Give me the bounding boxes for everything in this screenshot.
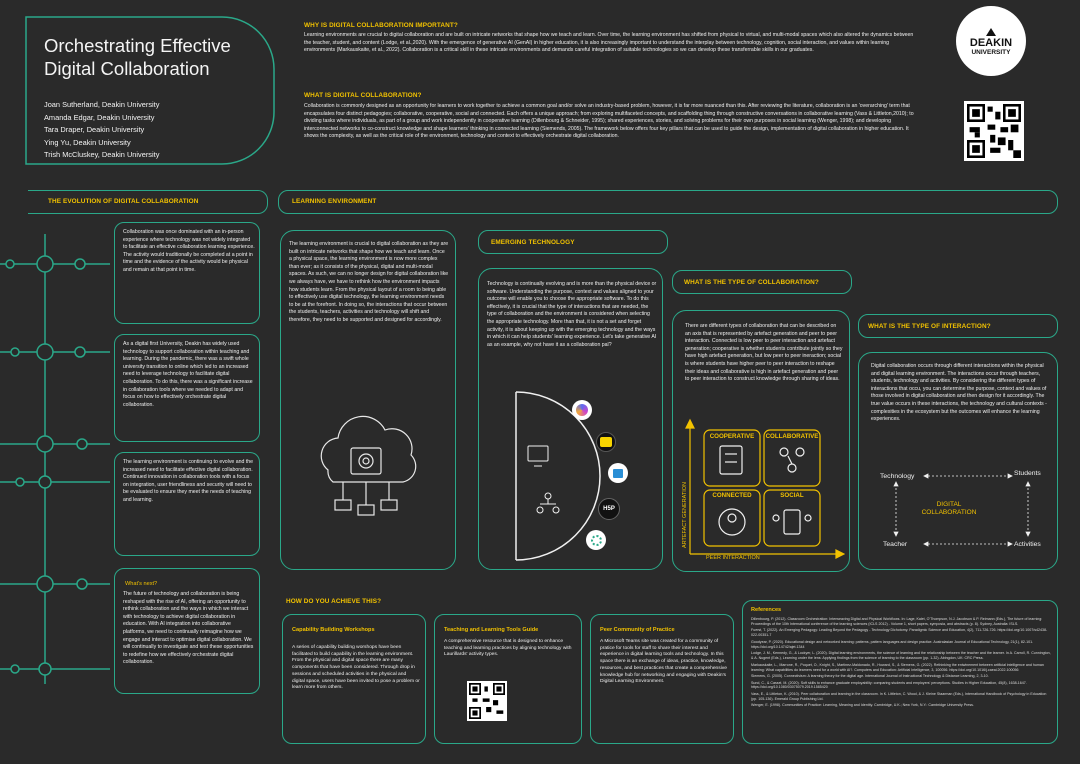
y-axis-label: ARTEFACT GENERATION [682, 482, 688, 549]
achieve-card-body: A comprehensive resource that is designed to enhance teaching and learning practices by aligning technology with Laurillards' activity types. [444, 639, 572, 658]
emerging-heading: EMERGING TECHNOLOGY [491, 239, 575, 246]
reference-item: Lodge, J. M., Kennedy, G., & Lockyer, L. (2020). Digital learning environments, the science of learning and the relationship between the teacher and the learner. In A. Carroll, R. Cunnington, & A. Nugent (Eds.), Learning under the lens: Applying findings from the science of learning to the classroom (pp. 1-32). Abingdon, UK: CRC Press. [751, 651, 1051, 661]
reference-item: Sund, C., & Cassel, M. (2020). Soft skills to enhance graduate employability: comparing students and employers' perceptions. Studies in Higher Education, 45(8), 1638-1647. https://doi.org/10.1080/03075079.2019.1585420 [751, 680, 1027, 690]
gear-icon [591, 535, 602, 546]
achieve-card-title: Peer Community of Practice [600, 627, 675, 633]
qr-code[interactable] [964, 101, 1024, 161]
evolution-card [114, 452, 260, 556]
interaction-arrows [876, 472, 1056, 552]
evolution-text: The learning environment is continuing to evolve and the increased need to facilitate effective digital collaboration. Continued innovation in collaboration tools with a focus on integration, user friendliness and security will need to be evaluated to ensure they meet the needs of teaching and learning. [123, 459, 254, 503]
author: Trish McCluskey, Deakin University [44, 150, 160, 160]
reference-item: Goodyear, P. (2020). Educational design and networked learning: patterns, pattern languages and design practice. Australasian Journal of Educational Technology, 21(1), 82-101. https://doi.org/10.14742/ajet.1344 [751, 639, 1034, 649]
reference-item: Fuerst, T. (2022). An Emerging Pedagogy: Leading Beyond the Pedagogy - Technology Dichotomy. Paradigmic Science and Education, 4(2), 711-726-726. https://doi.org/10.1007/s42438-022-00351-7 [751, 628, 1048, 638]
qr-code-icon [967, 104, 1021, 158]
achieve-card [282, 614, 426, 744]
what-body: Collaboration is commonly designed as an opportunity for learners to work together to achieve a common goal and/or solve an industry-based problem, however, it is far more nuanced than this. After reviewing the literature, collaboration is an 'overarching' term that encapsulates four distinct pedagogies; collaborative, cooperative, social and connected. Each offers a unique approach; from exploring multifaceted concepts, and scaffolding thing through constructive conversations in collaborative learning (Vass & Littleton,2010); to dividing tasks where individuals, as part of a group and work independently in cooperative learning (Dillenbourg & Schneider, 1995); shared experiences, stories, and solving problems for their own purposes in social learning (Wenger, 1998); and developing interconnected networks to co-construct knowledge and shape learners' thinking in connected learning (Siemends, 2005). The framework below offers four key pillars that can be used to guide the design, implementation of digital collaboration in higher education. It shows the complexity, as well as the critical role of the environment, technology and context to effectively orchestrate digital collaboration. [304, 103, 914, 139]
author: Amanda Edgar, Deakin University [44, 112, 155, 122]
poster-title: Orchestrating Effective Digital Collaboration [44, 35, 231, 79]
achieve-card-title: Teaching and Learning Tools Guide [444, 627, 539, 633]
evolution-text: As a digital first University, Deakin has widely used technology to support collaboration within teaching and learning. During the pandemic, there was a swift whole university transition to online which led to an increased need to leverage technology to facilitate digital collaboration. To do this, there was a significant increase in collaboration tools where we needed to adapt and focus on how to effectively orchestrate digital collaboration. [123, 341, 253, 408]
quadrant-social: SOCIAL [780, 492, 804, 499]
evolution-card [114, 222, 260, 324]
center-label-line: COLLABORATION [921, 509, 977, 516]
qr-code-icon [469, 683, 505, 719]
whats-next-text: The future of technology and collaboration is being reshaped with the rise of AI, offering an opportunity to rethink collaboration and the ways in which we interact with technology to achieve digital collaboration in education. With AI integration into collaborative platforms, we need to continually reimagine how we engage and interact to optimise digital collaboration. We will continually to investigate and test these opportunities to redefine how we effectively orchestrate digital collaboration. [123, 591, 254, 666]
what-heading: WHAT IS DIGITAL COLLABORATION? [304, 92, 422, 99]
miro-icon [600, 437, 612, 447]
collab-heading: WHAT IS THE TYPE OF COLLABORATION? [684, 279, 819, 286]
interaction-text: Digital collaboration occurs through different interactions within the physical and digital learning environment. The interactions occur through teachers, students, technology and activities. By considering the different types of interactions that occu, you can determine the purpose, context and values of those involved in digital collaboration and then design for it accordingly. The true value occurs in these interactions, the technology and cultural contexts - complexities in the ecosystem but the outcomes will enhance the learning experiences. [871, 363, 1047, 423]
node-technology: Technology [880, 473, 915, 480]
qr-code[interactable] [467, 681, 507, 721]
achieve-card [590, 614, 734, 744]
references-list [751, 617, 1051, 710]
h5p-icon: H5P [598, 498, 620, 520]
cloud-computer-icon [303, 410, 433, 520]
copilot-icon [576, 404, 588, 416]
quadrant-connected: CONNECTED [712, 492, 752, 499]
learning-env-heading: LEARNING ENVIRONMENT [292, 198, 377, 205]
interaction-heading: WHAT IS THE TYPE OF INTERACTION? [868, 323, 991, 330]
author: Tara Draper, Deakin University [44, 125, 145, 135]
logo-subtext: UNIVERSITY [971, 48, 1011, 56]
achieve-card-title: Capability Building Workshops [292, 627, 375, 633]
node-activities: Activities [1014, 541, 1041, 548]
achieve-card [434, 614, 582, 744]
evolution-card [114, 334, 260, 442]
chart-app-icon [613, 469, 623, 478]
achieve-card-body: A series of capability building worshops have been facilitated to build capability in the learning environment. From the physical and digital space there are many components that have been considered. Through drop in sessions and scheduled activities in the physical and digital space, users have been invited to pose a problem or learn more from others. [292, 645, 420, 691]
quadrant-collaborative: COLLABORATIVE [765, 433, 819, 440]
reference-item: Markauskaite, L., Marrone, R., Poquet, O., Knight, S., Martinez-Maldonado, R., Howard, S., & Siemens, G. (2022). Rethinking the entwinement between artificial intelligence and human learning: What capabilities do learners need for a world with AI?. Computers and Education: Artificial Intelligence, 3, 100056. https://doi.org/10.1016/j.caeai.2022.100056 [751, 662, 1044, 672]
reference-item: Siemens, G. (2005). Connectivism: A learning theory for the digital age. International Journal of Instructional Technology & Distance Learning, 2, 3-10. [751, 674, 989, 679]
why-heading: WHY IS DIGITAL COLLABORATION IMPORTANT? [304, 22, 458, 29]
author-list [44, 99, 159, 162]
reference-item: Vass, E., & Littleton, K. (2010). Peer collaboration and learning in the classroom. In K. Littleton, C. Wood, & J. Kleine Staarman (Eds.), International Handbook of Psychology in Education (pp. 105-136). Emerald Group Publishing Ltd. [751, 691, 1047, 701]
logo-text: DEAKIN [969, 36, 1013, 49]
evolution-heading: THE EVOLUTION OF DIGITAL COLLABORATION [48, 198, 199, 205]
reference-item: Dillenbourg, P. (2012). Classroom Orchestration: Interweaving Digital and Physical Workflows. In: Lage, Kalet, O'Thompson, N.J. Jacobson & P. Reimann (Eds.), The future of learning: Proceedings of the 10th International conference of the learning sciences (ICLS 2012) - Volume 1, short papers, symposia, and abstracts (p. 8). Sydney, Australia: ISLS. [751, 617, 1043, 626]
center-label-line: DIGITAL [936, 501, 962, 508]
learning-env-text: The learning environment is crucial to digital collaboration as they are built on intricate networks that shape how we teach and learn. Once a physical space, the learning environment is now more complex than ever; as it consists of the physical, digital and multi-modal spaces. As such, we can no longer design for digital collaboration like we always have, we have to rethink how the environment impacts how students learn. From the physical layout of a room to being able to effectively use digital technology, the learning environment needs to be at the forefront. In doing so, the interactions that occur between the students, teachers, activities and technology will shift and therefore, they need to be supported and designed for accordingly. [289, 241, 449, 323]
x-axis-label: PEER INTERACTION [706, 555, 760, 561]
whats-next-heading: What's next? [125, 581, 158, 587]
deakin-crest-icon [985, 27, 997, 37]
app-icon-copilot [572, 400, 592, 420]
author: Ying Yu, Deakin University [44, 137, 131, 147]
app-icon-analytics [608, 463, 628, 483]
achieve-heading: HOW DO YOU ACHIEVE THIS? [286, 598, 382, 605]
evolution-text: Collaboration was once dominated with an in-person experience where technology was not widely integrated to facilitate an effective collaboration learning experience. The activity would traditionally be completed at a point in time and the evidence of the activity would be physical and remain at that point in time. [123, 229, 255, 273]
timeline-graphic [0, 214, 120, 704]
achieve-card-body: A Microsoft Teams site was created for a community of pratice for tools for staff to share their interest and experience in digital learning tools and technology. In this space there is an exchange of ideas, practice, knowledge, resources, and best practices that create a comprehensive knowledge hub for networking and engaging with Deakin's Digital Learning Environment. [600, 639, 727, 685]
collab-text: There are different types of collaboration that can be described on an axis that is represented by artefact generation and peer to peer interaction. Connected is low peer to peer interaction and artefact generation; cooperative is whether students contribute jointly so they have high artefact generation, but low peer to peer ineraction; social is where students have higher peer to peer interaction to reshape their ideas and collaborative is high in artefact generation and peer to peer interaction to construct knowledge through sharing of ideas. [685, 323, 843, 383]
node-students: Students [1014, 470, 1041, 477]
reference-item: Wenger, E. (1998). Communities of Practice: Learning, Meaning and Identity. Cambridge, U.K.; New York, N.Y.: Cambridge University Press. [751, 703, 974, 708]
references-heading: References [751, 607, 782, 613]
emerging-text: Technology is continually evolving and is more than the physical device or software. Understanding the purpose, context and values aligned to your outcome will enable you to choose the appropriate software. To do this effectively, it is crucial that the type of interactions that are needed, the type of collaboration and the environment is considered when selecting the appropriate technology. More than that, it is not a set and forget activity, it is about keeping up with the emerging technology and the ways in which it can help students' learning experience. Let's take generative AI as an example, why not have it as a collaboration pal? [487, 281, 657, 348]
app-icon-gear [586, 530, 606, 550]
learning-env-header-box [278, 190, 1058, 214]
app-icon-miro [596, 432, 616, 452]
references-card [742, 600, 1058, 744]
deakin-logo [956, 6, 1026, 76]
node-teacher: Teacher [883, 541, 908, 548]
why-body: Learning environments are crucial to digital collaboration and are built on intricate networks that shape how we teach and learn. Over time, the learning environment has shifted from physical to virtual, and multi-modal spaces which also altered the dynamics between the teacher, student, and content (Lodge, et al.,2020). With the emergence of generative AI (GenAI) in higher education, it is also increasingly important to understand the interplay between technology, cognition, social interaction, and values within learning environments (Markauskaite, et al., 2022). Collaboration is a critical skill in these intricate environments and demands careful integration of suitable technologies so we can develop these transferrable skills in our graduates. [304, 32, 914, 53]
quadrant-cooperative: COOPERATIVE [709, 433, 755, 440]
author: Joan Sutherland, Deakin University [44, 100, 160, 109]
whats-next-card [114, 568, 260, 694]
